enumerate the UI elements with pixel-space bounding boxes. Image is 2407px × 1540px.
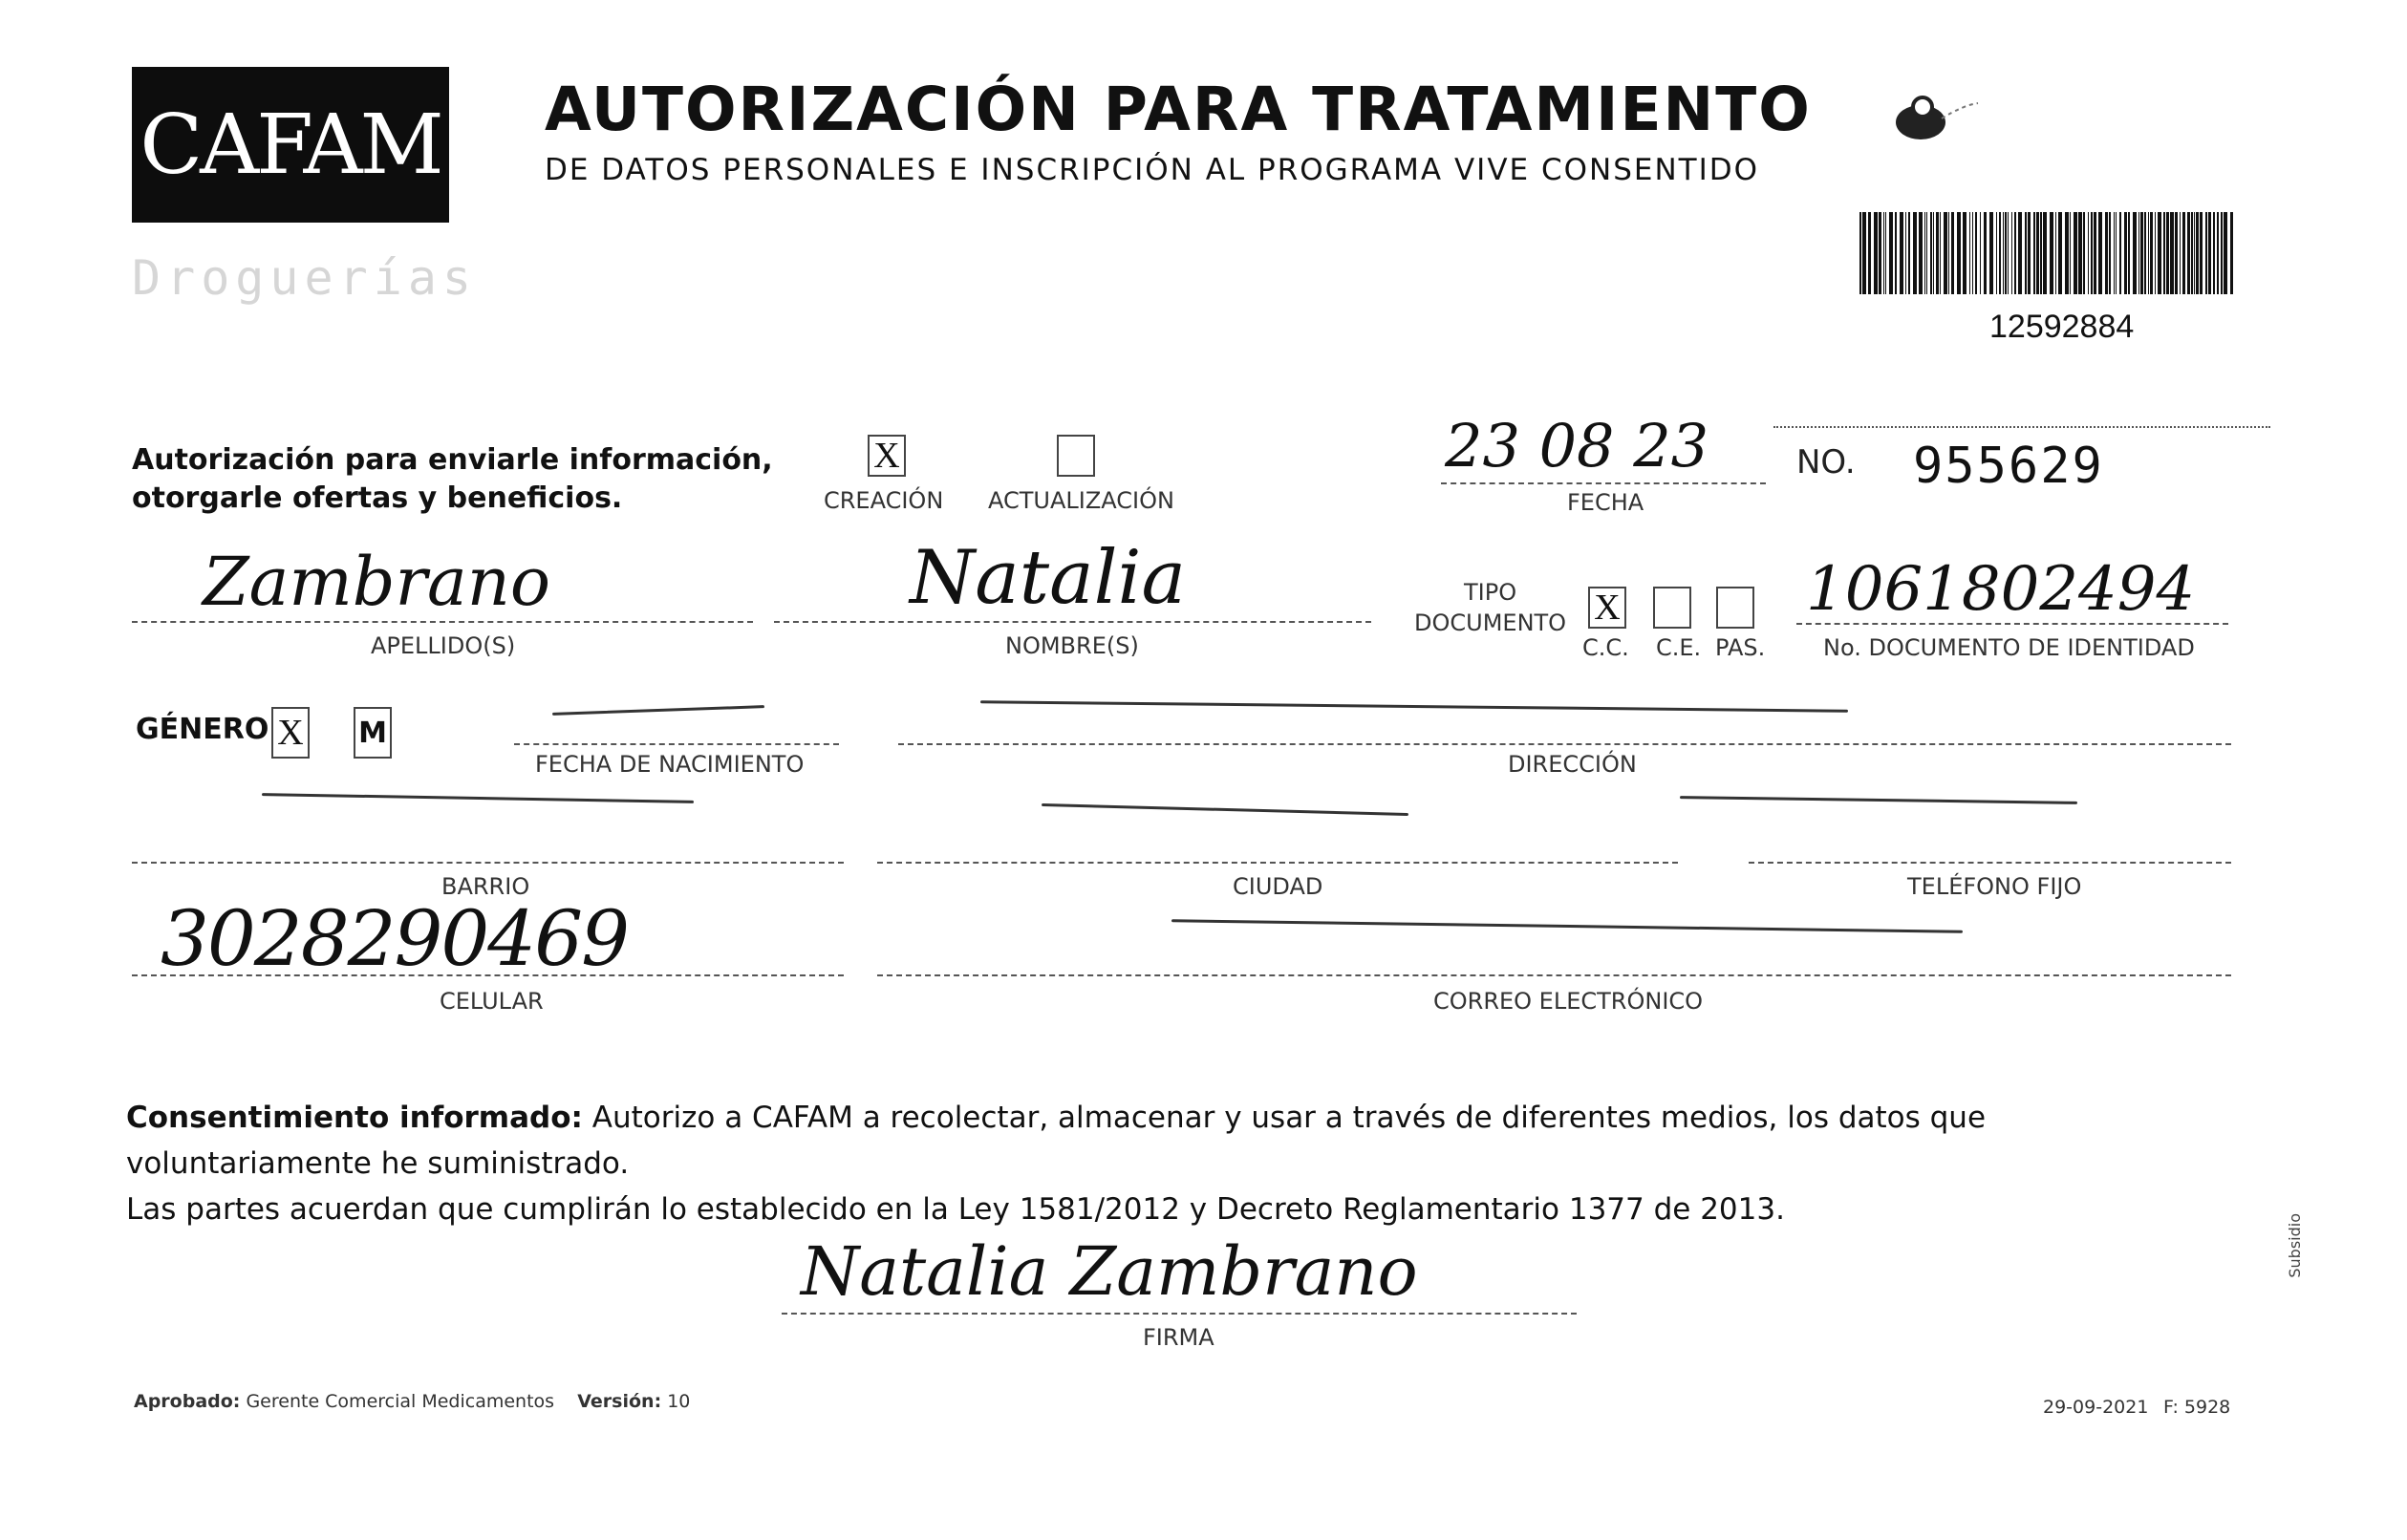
barcode-bar xyxy=(2158,212,2161,294)
nacimiento-label: FECHA DE NACIMIENTO xyxy=(535,751,805,778)
barcode-bar xyxy=(2011,212,2012,294)
genero-label: GÉNERO xyxy=(136,713,269,746)
barcode-bar xyxy=(2138,212,2139,294)
barrio-label: BARRIO xyxy=(441,873,530,900)
barcode-bar xyxy=(2058,212,2062,294)
celular-value[interactable]: 3028290469 xyxy=(161,894,628,983)
nombre-line xyxy=(774,621,1371,623)
documento-line xyxy=(1796,623,2228,625)
barcode-bar xyxy=(2070,212,2071,294)
barcode-bar xyxy=(1933,212,1934,294)
barcode-bar xyxy=(1895,212,1897,294)
no-label: NO. xyxy=(1796,443,1856,481)
signature-label: FIRMA xyxy=(1143,1324,1214,1351)
barcode-bar xyxy=(1999,212,2001,294)
consent-paragraph xyxy=(126,1095,2228,1232)
aprobado-value: Gerente Comercial Medicamentos xyxy=(246,1391,555,1412)
barcode-bar xyxy=(2005,212,2007,294)
authorization-intro-line2: otorgarle ofertas y beneficios. xyxy=(132,481,623,515)
barcode-bar xyxy=(2050,212,2053,294)
barcode-bar xyxy=(1957,212,1961,294)
barcode-bar xyxy=(2128,212,2130,294)
barrio-line xyxy=(132,862,844,864)
barcode-bar xyxy=(2065,212,2069,294)
barcode-bar xyxy=(2213,212,2215,294)
barcode-bar xyxy=(1874,212,1878,294)
form-title: AUTORIZACIÓN PARA TRATAMIENTO xyxy=(545,75,1812,144)
ce-checkbox[interactable] xyxy=(1653,587,1691,629)
documento-label: No. DOCUMENTO DE IDENTIDAD xyxy=(1823,634,2195,661)
barcode-bar xyxy=(2175,212,2178,294)
barcode-bar xyxy=(1972,212,1973,294)
barcode-bar xyxy=(2119,212,2121,294)
barcode-bar xyxy=(1862,212,1866,294)
cc-checkbox[interactable]: X xyxy=(1588,587,1626,629)
barcode-bar xyxy=(2224,212,2227,294)
barcode-bar xyxy=(2014,212,2016,294)
barcode-bar xyxy=(1900,212,1903,294)
nombre-value[interactable]: Natalia xyxy=(910,535,1186,621)
telefono-label: TELÉFONO FIJO xyxy=(1907,873,2082,900)
barcode-bar xyxy=(2033,212,2035,294)
barcode-bar xyxy=(1936,212,1939,294)
barcode-bar xyxy=(1996,212,1997,294)
barcode-bar xyxy=(2205,212,2207,294)
form-number: 955629 xyxy=(1913,438,2104,495)
tipo-documento-label xyxy=(1414,577,1566,638)
tipo-label-line1: TIPO xyxy=(1463,579,1517,606)
barcode-bar xyxy=(2221,212,2223,294)
tipo-label-line2: DOCUMENTO xyxy=(1414,610,1567,636)
barcode-bar xyxy=(2018,212,2022,294)
barcode-number: 12592884 xyxy=(1989,309,2135,345)
barcode-bar xyxy=(2078,212,2082,294)
barcode-bar xyxy=(2187,212,2190,294)
fecha-value: 23 08 23 xyxy=(1445,411,1709,481)
correo-line xyxy=(877,974,2231,976)
form-number-line xyxy=(1773,426,2270,428)
barcode-bar xyxy=(1944,212,1947,294)
barcode-bar xyxy=(2116,212,2117,294)
barcode-bar xyxy=(2098,212,2102,294)
barcode-bar xyxy=(2133,212,2137,294)
celular-label: CELULAR xyxy=(440,988,544,1015)
barcode-bar xyxy=(2008,212,2009,294)
barcode-bar xyxy=(1924,212,1925,294)
barcode-bar xyxy=(2036,212,2039,294)
ciudad-label: CIUDAD xyxy=(1233,873,1323,900)
fecha-line xyxy=(1441,482,1766,484)
barcode-bar xyxy=(1984,212,1987,294)
version-value: 10 xyxy=(667,1391,691,1412)
footer-date: 29-09-2021 xyxy=(2043,1397,2149,1418)
barcode-bar xyxy=(1919,212,1923,294)
cc-label: C.C. xyxy=(1582,634,1629,661)
actualizacion-checkbox[interactable] xyxy=(1057,435,1095,477)
barcode-bar xyxy=(2114,212,2115,294)
barcode-bar xyxy=(2230,212,2233,294)
barcode-bar xyxy=(2094,212,2096,294)
barcode-bar xyxy=(2105,212,2108,294)
barcode-bar xyxy=(2025,212,2027,294)
nacimiento-line xyxy=(514,743,839,745)
barcode-bar xyxy=(1948,212,1949,294)
barcode-bar xyxy=(2196,212,2199,294)
barcode-bar xyxy=(1969,212,1970,294)
barcode-bar xyxy=(2155,212,2156,294)
barcode-bar xyxy=(1889,212,1893,294)
barcode-bar xyxy=(2182,212,2185,294)
apellido-line xyxy=(132,621,753,623)
pas-label: PAS. xyxy=(1715,634,1766,661)
footer-form-code: F: 5928 xyxy=(2163,1397,2231,1418)
barrio-stroke xyxy=(262,793,694,803)
barcode-bar xyxy=(2043,212,2047,294)
cafam-logo: CAFAM xyxy=(132,67,449,223)
barcode-bar xyxy=(2040,212,2042,294)
apellido-value[interactable]: Zambrano xyxy=(203,543,550,621)
documento-value[interactable]: 1061802494 xyxy=(1806,554,2196,625)
barcode-bar xyxy=(1883,212,1884,294)
correo-label: CORREO ELECTRÓNICO xyxy=(1433,988,1704,1015)
nacimiento-stroke xyxy=(552,705,764,716)
barcode-bar xyxy=(2144,212,2146,294)
consent-text2: Las partes acuerdan que cumplirán lo establecido en la Ley 1581/2012 y Decreto Reglamentario 1377 de 2013. xyxy=(126,1192,1785,1227)
barcode-bar xyxy=(2150,212,2153,294)
ciudad-stroke xyxy=(1042,803,1408,816)
barcode-bar xyxy=(1940,212,1941,294)
direccion-label: DIRECCIÓN xyxy=(1508,751,1637,778)
direccion-line xyxy=(898,743,2231,745)
emblem-icon xyxy=(1873,76,1988,153)
barcode-bar xyxy=(1951,212,1954,294)
barcode-bar xyxy=(2180,212,2181,294)
barcode xyxy=(1859,212,2236,294)
barcode-bar xyxy=(2109,212,2111,294)
celular-line xyxy=(132,974,844,976)
barcode-bar xyxy=(1885,212,1886,294)
creacion-label: CREACIÓN xyxy=(824,487,944,514)
ciudad-line xyxy=(877,862,1678,864)
barcode-bar xyxy=(2217,212,2219,294)
version-label: Versión: xyxy=(577,1391,662,1412)
consent-bold: Consentimiento informado: xyxy=(126,1101,583,1135)
barcode-bar xyxy=(2124,212,2127,294)
barcode-bar xyxy=(2088,212,2089,294)
pas-checkbox[interactable] xyxy=(1716,587,1754,629)
barcode-bar xyxy=(1930,212,1932,294)
barcode-bar xyxy=(1989,212,1993,294)
barcode-bar xyxy=(1908,212,1910,294)
barcode-bar xyxy=(1963,212,1966,294)
vertical-print-text: Subsidio xyxy=(2286,1213,2304,1278)
barcode-bar xyxy=(2163,212,2165,294)
barcode-bar xyxy=(1859,212,1861,294)
barcode-bar xyxy=(1879,212,1881,294)
authorization-intro xyxy=(132,441,773,518)
telefono-stroke xyxy=(1680,796,2077,804)
barcode-bar xyxy=(2170,212,2174,294)
genero-f-checkbox[interactable]: X xyxy=(271,707,310,759)
barcode-bar xyxy=(2028,212,2031,294)
actualizacion-label: ACTUALIZACIÓN xyxy=(988,487,1174,514)
barcode-bar xyxy=(2055,212,2056,294)
aprobado-label: Aprobado: xyxy=(134,1391,241,1412)
apellido-label: APELLIDO(S) xyxy=(371,632,516,659)
consent-text1: Autorizo a CAFAM a recolectar, almacenar y usar a través de diferentes medios, los datos que voluntariamente he suministrado. xyxy=(126,1101,1987,1181)
barcode-bar xyxy=(2200,212,2203,294)
barcode-bar xyxy=(2074,212,2077,294)
ce-label: C.E. xyxy=(1656,634,1702,661)
barcode-bar xyxy=(1975,212,1977,294)
form-subtitle: DE DATOS PERSONALES E INSCRIPCIÓN AL PROGRAMA VIVE CONSENTIDO xyxy=(545,153,1760,187)
direccion-stroke xyxy=(980,700,1848,713)
barcode-bar xyxy=(2194,212,2195,294)
barcode-bar xyxy=(1868,212,1871,294)
barcode-bar xyxy=(2191,212,2193,294)
telefono-line xyxy=(1749,862,2231,864)
footer-approval xyxy=(134,1391,690,1412)
signature-value[interactable]: Natalia Zambrano xyxy=(801,1232,1418,1311)
barcode-bar xyxy=(2148,212,2149,294)
authorization-intro-line1: Autorización para enviarle información, xyxy=(132,443,773,477)
barcode-bar xyxy=(1913,212,1917,294)
fecha-label: FECHA xyxy=(1567,489,1644,516)
logo-subtitle: Droguerías xyxy=(132,250,478,306)
barcode-bar xyxy=(2083,212,2085,294)
barcode-bar xyxy=(1980,212,1981,294)
correo-stroke xyxy=(1171,919,1963,933)
barcode-bar xyxy=(1926,212,1927,294)
barcode-bar xyxy=(2166,212,2169,294)
signature-line xyxy=(782,1313,1577,1315)
barcode-bar xyxy=(2091,212,2093,294)
barcode-bar xyxy=(2003,212,2004,294)
creacion-checkbox[interactable]: X xyxy=(868,435,906,477)
barcode-bar xyxy=(2208,212,2211,294)
barcode-bar xyxy=(1905,212,1906,294)
barcode-bar xyxy=(2140,212,2143,294)
genero-m-checkbox[interactable]: M xyxy=(354,707,392,759)
nombre-label: NOMBRE(S) xyxy=(1005,632,1139,659)
